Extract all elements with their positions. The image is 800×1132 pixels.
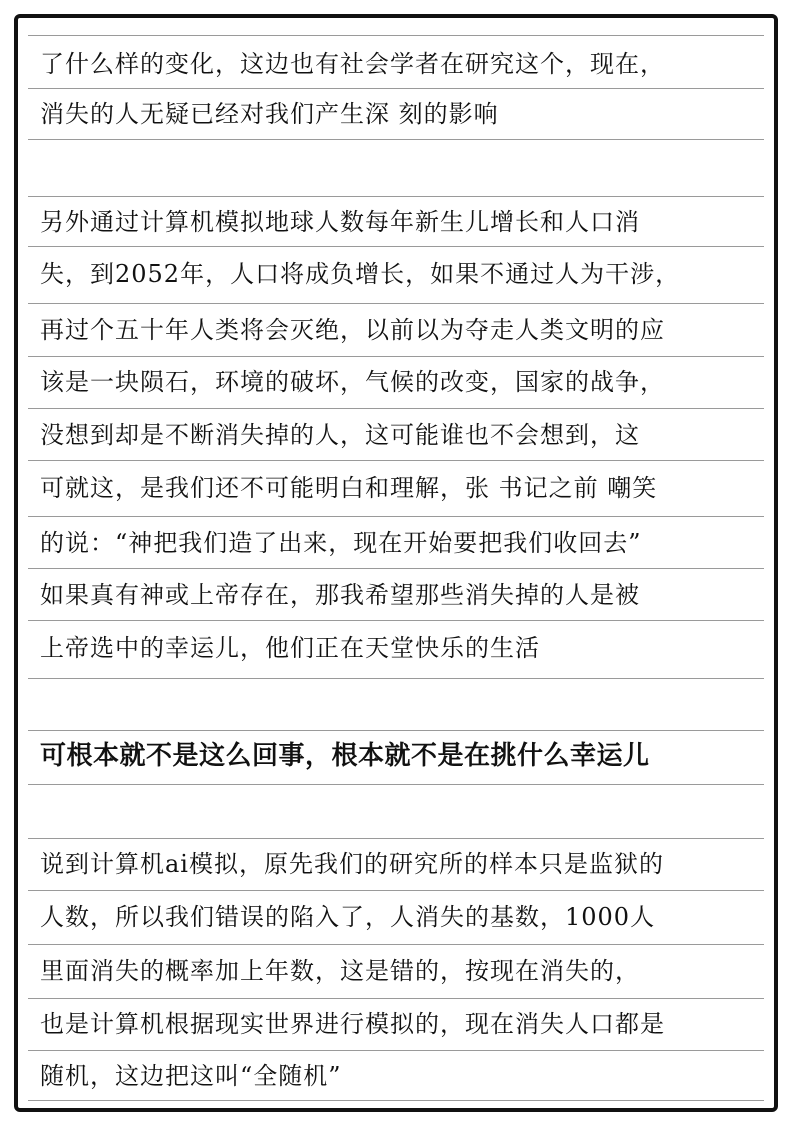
- text-line-15: [40, 788, 762, 832]
- text-line-16: 说到计算机ai模拟，原先我们的研究所的样本只是监狱的: [40, 850, 664, 878]
- text-line-10: 的说：“神把我们造了出来，现在开始要把我们收回去”: [40, 529, 642, 557]
- ruled-line: [28, 730, 764, 731]
- ruled-line: [28, 998, 764, 999]
- ruled-line: [28, 1050, 764, 1051]
- ruled-line: [28, 356, 764, 357]
- text-line-4: 另外通过计算机模拟地球人数每年新生儿增长和人口消: [40, 208, 640, 236]
- text-line-3: [40, 146, 762, 190]
- ruled-line: [28, 838, 764, 839]
- ruled-line: [28, 35, 764, 36]
- text-line-11: 如果真有神或上帝存在，那我希望那些消失掉的人是被: [40, 581, 640, 609]
- text-line-9: 可就这，是我们还不可能明白和理解，张 书记之前 嘲笑: [40, 474, 658, 502]
- ruled-line: [28, 408, 764, 409]
- text-line-14: 可根本就不是这么回事，根本就不是在挑什么幸运儿: [40, 741, 650, 771]
- ruled-line: [28, 516, 764, 517]
- text-line-17: 人数，所以我们错误的陷入了，人消失的基数，1000人: [40, 903, 656, 931]
- text-line-18: 里面消失的概率加上年数，这是错的，按现在消失的，: [40, 957, 640, 985]
- ruled-line: [28, 460, 764, 461]
- notebook-page: [14, 14, 778, 1112]
- ruled-line: [28, 88, 764, 89]
- ruled-line: [28, 1100, 764, 1101]
- text-line-1: 了什么样的变化，这边也有社会学者在研究这个，现在，: [40, 50, 665, 78]
- ruled-line: [28, 620, 764, 621]
- ruled-line: [28, 303, 764, 304]
- ruled-line: [28, 944, 764, 945]
- text-line-13: [40, 682, 762, 726]
- text-line-7: 该是一块陨石，环境的破坏，气候的改变，国家的战争，: [40, 368, 665, 396]
- ruled-line: [28, 784, 764, 785]
- ruled-line: [28, 139, 764, 140]
- ruled-line: [28, 568, 764, 569]
- ruled-line: [28, 196, 764, 197]
- text-line-6: 再过个五十年人类将会灭绝，以前以为夺走人类文明的应: [40, 316, 665, 344]
- text-line-5: 失，到2052年，人口将成负增长，如果不通过人为干涉，: [40, 260, 681, 288]
- text-line-19: 也是计算机根据现实世界进行模拟的，现在消失人口都是: [40, 1010, 665, 1038]
- text-line-2: 消失的人无疑已经对我们产生深 刻的影响: [40, 100, 499, 128]
- ruled-line: [28, 678, 764, 679]
- text-line-8: 没想到却是不断消失掉的人，这可能谁也不会想到，这: [40, 421, 640, 449]
- text-line-12: 上帝选中的幸运儿，他们正在天堂快乐的生活: [40, 634, 540, 662]
- text-line-20: 随机，这边把这叫“全随机”: [40, 1062, 342, 1090]
- ruled-line: [28, 890, 764, 891]
- ruled-line: [28, 246, 764, 247]
